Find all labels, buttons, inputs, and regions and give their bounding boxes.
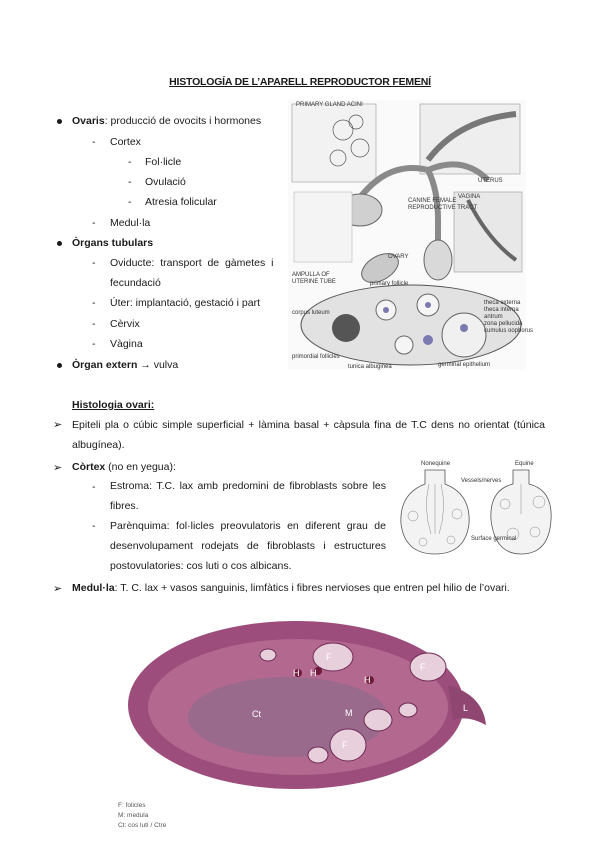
figure-label: UTERINE TUBE — [292, 279, 336, 285]
dash-icon: - — [128, 196, 132, 208]
label-m: M — [345, 708, 353, 718]
figure-label: VAGINA — [458, 194, 481, 200]
label-h: H — [310, 668, 317, 678]
document-title: HISTOLOGÍA DE L’APARELL REPRODUCTOR FEMENÍ — [169, 76, 431, 88]
figure-label: REPRODUCTIVE TRACT — [408, 205, 478, 211]
label-h: H — [293, 668, 300, 678]
dash-icon: - — [92, 318, 96, 330]
list-item-ovulacio: Ovulació — [145, 176, 186, 188]
caption-line: Ct: cos lutí / Ctre — [118, 822, 167, 829]
dash-icon: - — [92, 257, 96, 269]
list-item-uter: Úter: implantació, gestació i part — [110, 297, 260, 309]
bullet-icon — [57, 363, 62, 368]
figure-label: primordial follicles — [292, 354, 340, 360]
list-item-organs-tubulars: Òrgans tubulars — [72, 237, 154, 249]
arrow-bullet-icon: ➢ — [53, 419, 63, 431]
dash-icon: - — [92, 481, 96, 493]
ovary-micrograph — [118, 605, 488, 795]
dash-icon: - — [92, 136, 96, 148]
list-item-organ-extern: Òrgan extern → vulva — [72, 359, 179, 371]
figure-label: corpus luteum — [292, 310, 330, 316]
list-item-vagina: Vàgina — [110, 338, 143, 350]
equine-label: Equine — [515, 461, 534, 467]
list-item-folicle: Fol·licle — [145, 156, 182, 168]
epiteli-paragraph: Epiteli pla o cúbic simple superficial + làmina basal + càpsula fina de T.C dens no orientat (túnica albugínea). — [72, 419, 545, 451]
label-follicle: F — [342, 740, 348, 750]
figure-label: UTERUS — [478, 178, 503, 184]
nonequine-label: Nonequine — [421, 461, 451, 467]
cortex-heading: Còrtex (no en yegua): — [72, 461, 176, 473]
equine-ovary-diagram — [393, 454, 558, 559]
figure-label: zona pellucida — [484, 321, 523, 327]
dash-icon: - — [92, 297, 96, 309]
label-h: H — [364, 675, 371, 685]
reproductive-tract-diagram — [288, 100, 534, 370]
estroma-paragraph: Estroma: T.C. lax amb predomini de fibroblasts sobre les fibres. — [110, 480, 386, 512]
dash-icon: - — [92, 520, 96, 532]
medula-paragraph: Medul·la: T. C. lax + vasos sanguinis, limfàtics i fibres nervioses que entren pel hilio de l’ovari. — [72, 582, 510, 594]
arrow-bullet-icon: ➢ — [53, 462, 63, 474]
dash-icon: - — [92, 338, 96, 350]
figure-label: PRIMARY GLAND ACINI — [296, 102, 363, 108]
figure-label: primary follicle — [370, 281, 409, 287]
label-l: L — [463, 703, 469, 713]
figure-label: antrum — [484, 314, 503, 320]
figure-label: AMPULLA OF — [292, 272, 330, 278]
label-follicle: F — [420, 662, 426, 672]
figure-label: theca externa — [484, 300, 521, 306]
figure-label: CANINE FEMALE — [408, 198, 457, 204]
list-item-atresia: Atresia folicular — [145, 196, 217, 208]
caption-line: F: folicles — [118, 802, 146, 809]
figure-label: cumulus oophorus — [484, 328, 534, 334]
caption-line: M: medula — [118, 812, 149, 819]
list-item-cervix: Cèrvix — [110, 318, 140, 330]
list-item-medula: Medul·la — [110, 217, 151, 229]
surface-germinal-label: Surface germinal — [471, 536, 517, 542]
bullet-icon — [57, 241, 62, 246]
label-ct: Ct — [252, 709, 261, 719]
figure-label: OVARY — [388, 254, 409, 260]
figure-label: tunica albuginea — [348, 364, 392, 370]
list-item-oviducte-cont: fecundació — [110, 277, 161, 289]
list-item-cortex: Cortex — [110, 136, 141, 148]
dash-icon: - — [92, 217, 96, 229]
list-item-ovaris: Ovaris: producció de ovocits i hormones — [72, 115, 262, 127]
dash-icon: - — [128, 176, 132, 188]
figure-label: germinal epithelium — [438, 362, 491, 368]
section-heading: Histologia ovari: — [72, 399, 155, 411]
figure-label: theca interna — [484, 307, 519, 313]
bullet-icon — [57, 119, 62, 124]
parenquima-paragraph: Parènquima: fol·licles preovulatoris en diferent grau de desenvolupament rodejats de fibroblasts i estructures postovulatories: cos luti o cos albicans. — [110, 520, 386, 572]
label-follicle: F — [326, 652, 332, 662]
list-item-oviducte: Oviducte: transport de gàmetes i — [110, 257, 274, 269]
arrow-bullet-icon: ➢ — [53, 583, 63, 595]
vessels-label: Vessels/nerves — [461, 478, 502, 484]
dash-icon: - — [128, 156, 132, 168]
